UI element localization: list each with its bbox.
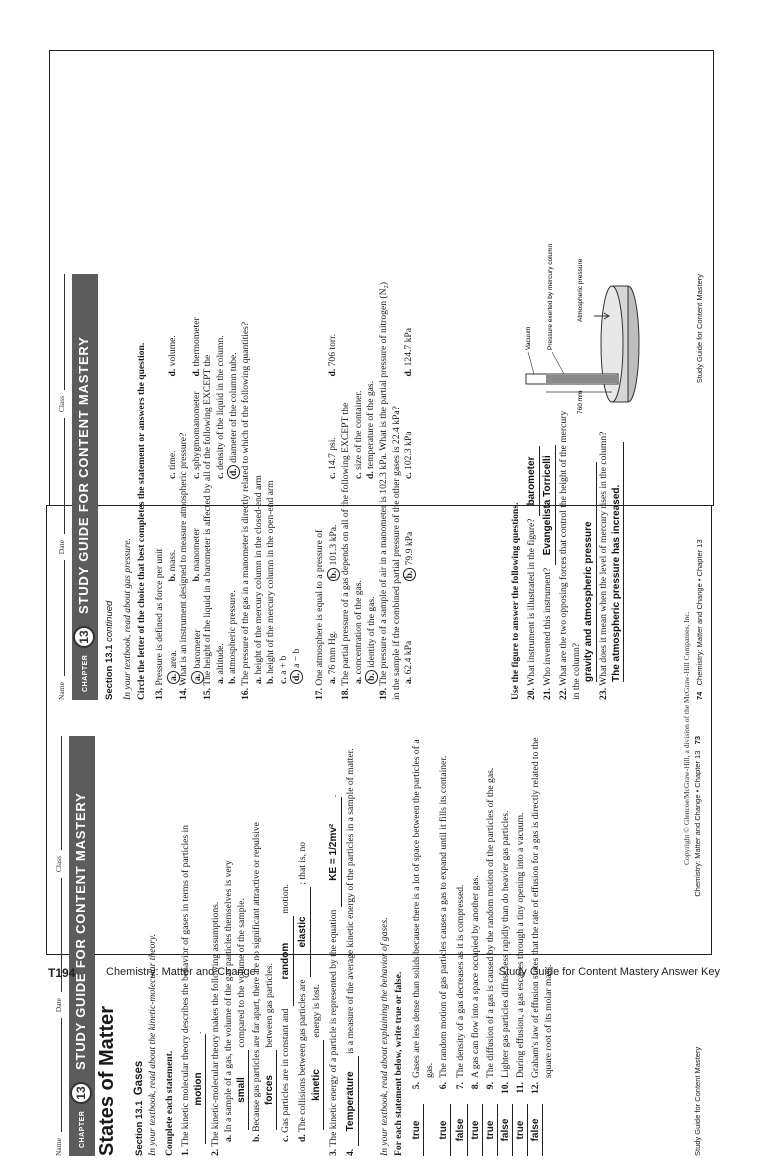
choice-letter: b. [166, 573, 178, 582]
item-number: 14. [178, 688, 189, 700]
question-16 [240, 274, 304, 700]
figure-instruction: Use the figure to answer the following questions. [510, 502, 521, 700]
choice-letter: d. [403, 368, 415, 377]
choice-letter: a. [326, 676, 338, 684]
choice-letter: d. [365, 471, 377, 479]
answer-2d-2: kinetic [311, 1040, 325, 1130]
vacuum-leader [528, 352, 534, 374]
choice-text: 62.4 kPa [403, 640, 415, 675]
answer-1: motion [193, 1034, 207, 1144]
banner-title: STUDY GUIDE FOR CONTENT MASTERY [73, 792, 88, 1070]
choice-letter: b. [227, 676, 239, 684]
question-4: 4. Temperature is a measure of the average kinetic energy of the particles in a sample of matter. [345, 736, 359, 1156]
circled-choice-letter: d. [227, 465, 240, 479]
circled-choice-letter: a. [191, 671, 204, 684]
column-leader [552, 352, 564, 374]
choice-text: barometer [191, 629, 203, 669]
answer-choice [215, 274, 228, 479]
choice-letter: a. [214, 676, 226, 684]
item-number: 7. [455, 1082, 466, 1090]
item-text: The random motion of gas particles causes a gas to expand until it fills its container. [438, 755, 449, 1078]
true-false-answer: true [470, 1104, 483, 1156]
choice-letter: c. [352, 472, 364, 479]
answer-choice [227, 274, 241, 479]
page-title: States of Matter [96, 1005, 118, 1156]
instruction: Complete each statement. [164, 1050, 175, 1156]
answer-4: Temperature [345, 1056, 359, 1146]
choice-letter: a. [403, 676, 415, 684]
choice-letter: c. [277, 677, 289, 684]
choice-text: identity of the gas. [366, 596, 378, 668]
question-14 [178, 274, 204, 700]
choice-text: volume. [166, 335, 178, 367]
barometer-figure [520, 243, 650, 414]
choice-letter: d. [166, 368, 178, 377]
answer-2d: elastic [297, 887, 311, 977]
page-74 [50, 243, 713, 714]
question-text: The pressure of a sample of air in a manometer is 102.3 kPa. What is the partial pressure of nitrogen (N₂) in the sample if the combined partial pressure of the other gases is 22.4 kPa? [378, 281, 402, 700]
question-text: Pressure is defined as force per unit [154, 548, 165, 686]
answer-2a: small [236, 1050, 250, 1130]
item-number: 19. [378, 688, 389, 700]
choice-letter: a. [352, 676, 364, 684]
item-number: 11. [515, 1082, 526, 1094]
answer-choice [327, 377, 341, 480]
choice-text: height of the mercury column in the open-end arm [265, 480, 277, 674]
choice-letter: c. [166, 472, 178, 479]
page-74-frame [49, 50, 714, 700]
question-3: 3. The kinetic energy of a particle is represented by the equation KE = 1/2mv². [328, 736, 342, 1156]
true-false-item [455, 736, 468, 1156]
choice-text: manometer [190, 528, 202, 572]
question-21: 21. Who invented this instrument? Evangelista Torricelli [542, 410, 556, 700]
choice-letter: b. [265, 676, 277, 684]
question-22: 22. What are the two opposing forces that control the height of the mercury in the column? gravity and atmospheric pressure [558, 410, 597, 700]
page-73 [47, 722, 711, 1170]
answer-2c: random [280, 916, 294, 1006]
answer-23: The atmospheric pressure has increased. [611, 442, 625, 682]
choice-text: 102.3 kPa [403, 431, 415, 470]
choice-text: 124.7 kPa [403, 327, 415, 367]
item-number: 5. [411, 1082, 422, 1090]
choice-letter: b. [190, 573, 202, 582]
answer-3: KE = 1/2mv² [328, 797, 342, 907]
mercury-column [546, 375, 618, 383]
true-false-answer: true [515, 1104, 528, 1156]
choice-letter: a. [252, 676, 264, 684]
section-intro: In your textbook, read about gas pressure. [122, 537, 133, 700]
item-text: Lighter gas particles diffuse less rapidly than do heavier gas particles. [500, 810, 511, 1078]
question-text: One atmosphere is equal to a pressure of [314, 529, 325, 686]
question-text: The pressure of the gas in a manometer is directly related to which of the following quantities? [240, 321, 251, 686]
item-number: 8. [470, 1082, 481, 1090]
item-number: 15. [202, 688, 213, 700]
answer-2b: forces [264, 1050, 278, 1130]
choice-text: thermometer [190, 317, 202, 367]
height-label: 760 mm [577, 390, 584, 414]
circled-choice-letter: a. [167, 671, 180, 684]
book-title: Chemistry: Matter and Change [106, 966, 256, 978]
column-label: Pressure exerted by mercury column [547, 243, 554, 350]
question-2a: a. In a sample of a gas, the volume of the gas particles themselves is very small compared to the volume of the sample. [223, 736, 249, 1156]
answer-choice [265, 274, 278, 684]
choice-text: diameter of the column tube. [228, 352, 240, 463]
answer-choice [215, 479, 228, 684]
section-heading: Section 13.1 Gases [133, 1060, 145, 1156]
answer-22: gravity and atmospheric pressure [583, 462, 597, 682]
question-2: 2. The kinetic-molecular theory makes the following assumptions. [210, 901, 221, 1156]
choice-text: 101.3 kPa. [327, 524, 339, 566]
section-intro: In your textbook, read about the kinetic-molecular theory. [147, 933, 158, 1156]
answer-choice [227, 479, 241, 684]
choice-text: altitude. [214, 643, 226, 675]
item-number: 12. [530, 1082, 541, 1094]
chapter-number-badge: 13 [70, 1082, 92, 1104]
item-number: 6. [438, 1082, 449, 1090]
answer-choice [365, 274, 379, 479]
choice-text: sphygmomanometer [190, 391, 202, 470]
item-number: 10. [500, 1082, 511, 1094]
answer-choice [403, 377, 417, 480]
true-false-answer: true [411, 1104, 424, 1156]
answer-choice [290, 274, 304, 684]
answer-choice [403, 479, 417, 582]
choice-letter: c. [190, 472, 202, 479]
choice-text: a − b [291, 648, 303, 668]
choice-letter: c. [326, 472, 338, 479]
page-footer: Study Guide for Content Mastery Chemistry: Matter and Change • Chapter 13 73 [693, 736, 703, 1156]
circled-choice-letter: d. [290, 670, 303, 684]
true-false-item [485, 736, 498, 1156]
answer-key-title: Study Guide for Content Mastery Answer Key [498, 966, 720, 978]
item-text: During effusion, a gas escapes through a tiny opening into a vacuum. [515, 812, 526, 1078]
true-false-answer: false [530, 1104, 543, 1156]
item-number: 16. [240, 688, 251, 700]
question-text: The height of the liquid in a barometer is affected by all of the following EXCEPT the [202, 354, 213, 686]
choice-text: density of the liquid in the column. [214, 335, 226, 470]
item-text: A gas can flow into a space occupied by another gas. [470, 875, 481, 1078]
answer-choice [353, 479, 366, 684]
item-number: 13. [154, 688, 165, 700]
chapter-banner: CHAPTER 13 STUDY GUIDE FOR CONTENT MASTERY [72, 274, 98, 700]
choice-text: size of the container. [352, 390, 364, 470]
choice-text: mass. [166, 549, 178, 572]
question-text: What is an instrument designed to measure atmospheric pressure? [178, 432, 189, 686]
item-number: 17. [314, 688, 325, 700]
page-number: 74 [695, 691, 705, 700]
answer-choice [403, 274, 417, 377]
choice-text: concentration of the gas. [352, 580, 364, 675]
question-1: 1. The kinetic molecular theory describes the behavior of gases in terms of particles in motion. [180, 736, 206, 1156]
true-false-item [438, 736, 451, 1156]
true-false-item [515, 736, 528, 1156]
question-23: 23. What does it mean when the level of mercury rises in the column? The atmospheric pressure has increased. [598, 410, 624, 700]
instruction-2: For each statement below, write true or false. [393, 971, 404, 1156]
choice-letter: c. [214, 472, 226, 479]
question-17 [314, 274, 340, 700]
question-text: The partial pressure of a gas depends on all of the following EXCEPT the [340, 402, 351, 686]
header-fields: Name Date Class [56, 274, 69, 700]
answer-choice [365, 479, 379, 684]
true-false-item [530, 736, 555, 1156]
circled-choice-letter: b. [327, 568, 340, 582]
answer-20: barometer [526, 446, 540, 516]
choice-text: a + b [277, 655, 289, 675]
atm-label: Atmospheric pressure [577, 258, 584, 322]
question-20: 20. What instrument is illustrated in the figure? barometer [526, 410, 540, 700]
true-false-item [470, 736, 483, 1156]
question-2b: b. Because gas particles are far apart, there are no significant attractive or repulsive forces between gas particles. [251, 736, 277, 1156]
item-text: Graham's law of effusion states that the rate of effusion for a gas is directly related to the square root of its molar mass. [530, 737, 554, 1078]
answer-choice [403, 582, 417, 685]
item-number: 9. [485, 1082, 496, 1090]
choice-text: area. [167, 650, 179, 669]
true-false-item [411, 736, 436, 1156]
item-text: Gases are less dense than solids because there is a lot of space between the particles of a gas. [411, 739, 435, 1078]
page-footer: 74 Chemistry: Matter and Change • Chapter 13 Study Guide for Content Mastery [695, 274, 705, 700]
item-text: The diffusion of a gas is caused by the random motion of the particles of the gas. [485, 767, 496, 1078]
true-false-item [500, 736, 513, 1156]
choice-text: 14.7 psi. [326, 437, 338, 470]
circled-choice-letter: b. [403, 568, 416, 582]
choice-text: time. [166, 450, 178, 470]
section-intro-2: In your textbook, read about explaining the behavior of gases. [379, 917, 390, 1156]
answer-choice [253, 274, 266, 684]
choice-text: 706 torr. [326, 333, 338, 367]
choice-text: atmospheric pressure. [227, 590, 239, 674]
question-2d: d. The collisions between gas particles are elastic ; that is, no kinetic energy is lost. [297, 736, 324, 1156]
choice-text: height of the mercury column in the closed-end arm [252, 475, 264, 675]
vacuum-label: Vacuum [525, 326, 532, 350]
header-fields: Name Date Class [53, 736, 66, 1156]
chapter-number-badge: 13 [73, 626, 95, 648]
answer-choice [327, 479, 341, 582]
banner-title: STUDY GUIDE FOR CONTENT MASTERY [76, 336, 91, 614]
section-heading: Section 13.1 continued [104, 600, 115, 700]
answer-choice [327, 582, 341, 685]
answer-choice [327, 274, 341, 377]
chapter-banner: CHAPTER 13 STUDY GUIDE FOR CONTENT MASTERY [69, 736, 95, 1156]
page-number: 73 [693, 736, 703, 745]
true-false-answer: false [500, 1104, 513, 1156]
question-15 [202, 274, 241, 700]
item-number: 18. [340, 688, 351, 700]
question-2c: c. Gas particles are in constant and random motion. [280, 736, 294, 1156]
choice-text: 79.9 kPa [404, 531, 416, 566]
circled-choice-letter: b. [365, 670, 378, 684]
choice-letter: c. [403, 472, 415, 479]
answer-choice [353, 274, 366, 479]
answer-key-page-number: T194 [48, 966, 76, 980]
question-18 [340, 274, 379, 700]
choice-text: 76 mm Hg. [326, 630, 338, 675]
answer-choice [278, 274, 291, 684]
item-text: The density of a gas decreases as it is compressed. [455, 884, 466, 1078]
mercury-surface [601, 286, 623, 402]
question-19 [378, 274, 417, 700]
choice-letter: d. [326, 368, 338, 377]
true-false-answer: true [438, 1104, 451, 1156]
question-13 [154, 274, 180, 700]
answer-21: Evangelista Torricelli [542, 445, 556, 565]
copyright-notice: Copyright © Glencoe/McGraw-Hill, a division of the McGraw-Hill Companies, Inc. [682, 611, 691, 865]
true-false-answer: false [455, 1104, 468, 1156]
choice-text: temperature of the gas. [365, 380, 377, 469]
choice-letter: d. [190, 368, 202, 377]
instruction: Circle the letter of the choice that best completes the statement or answers the question. [136, 342, 147, 700]
true-false-answer: true [485, 1104, 498, 1156]
